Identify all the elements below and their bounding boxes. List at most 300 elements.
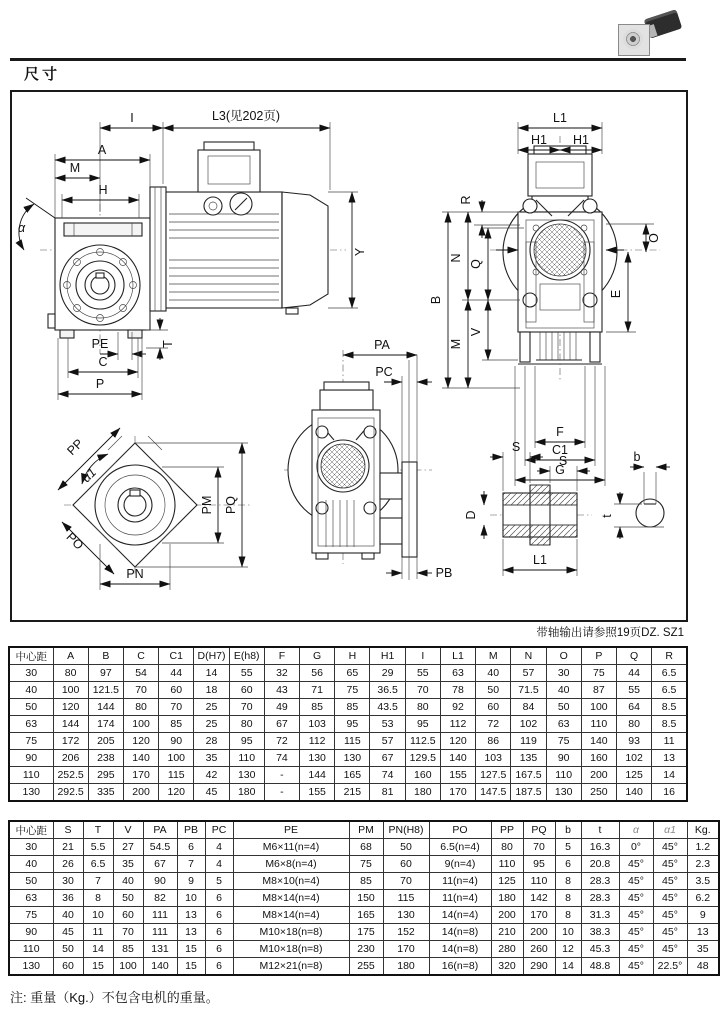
table-row xyxy=(9,699,687,716)
table-row xyxy=(9,856,719,873)
table-cell: 5 xyxy=(555,839,581,856)
table-cell: 60 xyxy=(159,682,194,699)
table-cell: - xyxy=(264,767,299,784)
dim-label-O: O xyxy=(647,233,661,243)
table-cell: 8 xyxy=(83,890,113,907)
dim-label-L1b: L1 xyxy=(533,553,547,567)
table-cell: 125 xyxy=(617,767,652,784)
column-header: H1 xyxy=(370,647,405,665)
table-cell: 6 xyxy=(205,890,233,907)
table-cell: 56 xyxy=(300,665,335,682)
table-cell: - xyxy=(264,784,299,802)
column-header: R xyxy=(652,647,687,665)
table-cell: 45° xyxy=(619,873,653,890)
table-cell: 45° xyxy=(653,856,687,873)
column-header: PB xyxy=(177,821,205,839)
table-cell: 4 xyxy=(205,839,233,856)
table-row xyxy=(9,958,719,976)
column-header: PM xyxy=(349,821,383,839)
table-cell: 21 xyxy=(53,839,83,856)
column-header: Kg. xyxy=(687,821,719,839)
table-cell: 6 xyxy=(205,941,233,958)
column-header: D(H7) xyxy=(194,647,229,665)
table-cell: 115 xyxy=(335,733,370,750)
table-cell: 48.8 xyxy=(581,958,619,976)
column-header: S xyxy=(53,821,83,839)
table-cell: 11(n=4) xyxy=(429,890,491,907)
table-cell: 40 xyxy=(113,873,143,890)
dim-label-A: A xyxy=(97,143,107,157)
table-cell: 55 xyxy=(405,665,440,682)
table-cell: 200 xyxy=(523,924,555,941)
dim-label-PA: PA xyxy=(374,338,390,352)
table-cell: 53 xyxy=(370,716,405,733)
table-cell: 13 xyxy=(177,907,205,924)
table-cell: 155 xyxy=(440,767,475,784)
table-cell: 144 xyxy=(300,767,335,784)
table-cell: 45° xyxy=(653,907,687,924)
table-cell: 120 xyxy=(440,733,475,750)
table-cell: 155 xyxy=(300,784,335,802)
table-cell: 35 xyxy=(687,941,719,958)
table-cell: 43.5 xyxy=(370,699,405,716)
column-header: PA xyxy=(143,821,177,839)
table-cell: 238 xyxy=(88,750,123,767)
dim-label-L1: L1 xyxy=(553,111,567,125)
table-cell: 28.3 xyxy=(581,890,619,907)
dim-label-PQ: PQ xyxy=(224,495,238,515)
column-header: F xyxy=(264,647,299,665)
table-cell: 130 xyxy=(9,958,53,976)
table-cell: 14 xyxy=(194,665,229,682)
table-cell: 45° xyxy=(619,941,653,958)
column-header: M xyxy=(476,647,511,665)
table-cell: 28 xyxy=(194,733,229,750)
dim-label-M: M xyxy=(69,161,81,175)
table-cell: 292.5 xyxy=(53,784,88,802)
table-cell: 64 xyxy=(617,699,652,716)
table-cell: 74 xyxy=(370,767,405,784)
table-cell: 100 xyxy=(159,750,194,767)
table-cell: 40 xyxy=(53,907,83,924)
table-cell: 30 xyxy=(9,839,53,856)
table-cell: 120 xyxy=(123,733,158,750)
table-cell: 147.5 xyxy=(476,784,511,802)
table-cell: 97 xyxy=(88,665,123,682)
table-cell: 252.5 xyxy=(53,767,88,784)
table-cell: 50 xyxy=(9,873,53,890)
dim-label-D: D xyxy=(464,510,478,520)
table-cell: 35 xyxy=(194,750,229,767)
table-cell: 5.5 xyxy=(83,839,113,856)
dim-label-E: E xyxy=(609,289,623,299)
table-cell: M6×8(n=4) xyxy=(233,856,349,873)
column-header: PE xyxy=(233,821,349,839)
table-cell: M10×18(n=8) xyxy=(233,941,349,958)
table-cell: 170 xyxy=(523,907,555,924)
view-hollow-shaft-section xyxy=(464,440,670,576)
table-cell: 115 xyxy=(383,890,429,907)
table-cell: 170 xyxy=(123,767,158,784)
dim-label-PM: PM xyxy=(200,495,214,515)
table-cell: 130 xyxy=(546,784,581,802)
table-cell: 57 xyxy=(511,665,546,682)
table-cell: 36 xyxy=(53,890,83,907)
table-cell: 15 xyxy=(177,958,205,976)
table-cell: 1.2 xyxy=(687,839,719,856)
column-header: E(h8) xyxy=(229,647,264,665)
dim-label-H: H xyxy=(98,183,108,197)
table-cell: 12 xyxy=(555,941,581,958)
dimension-drawing-panel xyxy=(10,90,688,622)
dim-label-H1-left: H1 xyxy=(531,133,547,147)
table-cell: 81 xyxy=(370,784,405,802)
table-cell: 43 xyxy=(264,682,299,699)
table-row xyxy=(9,767,687,784)
table-cell: 144 xyxy=(53,716,88,733)
dim-label-alpha: α xyxy=(18,221,26,235)
table-cell: 85 xyxy=(349,873,383,890)
table-cell: 70 xyxy=(159,699,194,716)
table-cell: 255 xyxy=(349,958,383,976)
table-cell: 200 xyxy=(581,767,616,784)
table-cell: 45° xyxy=(653,941,687,958)
table-cell: 82 xyxy=(143,890,177,907)
table-cell: 9 xyxy=(687,907,719,924)
dimensions-table-main xyxy=(8,646,688,802)
table-row xyxy=(9,784,687,802)
table-cell: 14(n=8) xyxy=(429,941,491,958)
table-cell: 11(n=4) xyxy=(429,873,491,890)
table-cell: 30 xyxy=(53,873,83,890)
table-cell: 80 xyxy=(617,716,652,733)
column-header: PP xyxy=(491,821,523,839)
table-cell: 125 xyxy=(491,873,523,890)
table-cell: 90 xyxy=(9,924,53,941)
table-cell: 95 xyxy=(229,733,264,750)
table-cell: 8.5 xyxy=(652,699,687,716)
table-cell: 28.3 xyxy=(581,873,619,890)
dim-label-L3: L3(见202页) xyxy=(211,109,281,123)
table-cell: 60 xyxy=(113,907,143,924)
table-row xyxy=(9,907,719,924)
dim-label-V: V xyxy=(469,327,483,337)
table-cell: 75 xyxy=(546,733,581,750)
table-cell: 6 xyxy=(177,839,205,856)
table-cell: 127.5 xyxy=(476,767,511,784)
table-cell: 10 xyxy=(177,890,205,907)
table-cell: 63 xyxy=(440,665,475,682)
table-cell: 129.5 xyxy=(405,750,440,767)
table-cell: 87 xyxy=(581,682,616,699)
table-cell: 130 xyxy=(229,767,264,784)
table-cell: 30 xyxy=(546,665,581,682)
table-cell: 6 xyxy=(205,958,233,976)
table-row xyxy=(9,733,687,750)
table-cell: 6.5 xyxy=(652,682,687,699)
table-row xyxy=(9,839,719,856)
table-cell: 80 xyxy=(53,665,88,682)
table-cell: 75 xyxy=(9,733,53,750)
table-cell: 11 xyxy=(83,924,113,941)
table-cell: 152 xyxy=(383,924,429,941)
table-cell: 45° xyxy=(653,890,687,907)
table-cell: 180 xyxy=(229,784,264,802)
table-cell: 85 xyxy=(159,716,194,733)
header-rule xyxy=(10,58,686,61)
gearbox-dimension-drawing xyxy=(12,92,682,616)
table-cell: 2.3 xyxy=(687,856,719,873)
table-cell: 50 xyxy=(546,699,581,716)
table-cell: M6×11(n=4) xyxy=(233,839,349,856)
table-cell: 50 xyxy=(476,682,511,699)
table-cell: 180 xyxy=(383,958,429,976)
dim-label-N: N xyxy=(449,253,463,263)
column-header: t xyxy=(581,821,619,839)
table-cell: 9(n=4) xyxy=(429,856,491,873)
table-cell: 6.5 xyxy=(652,665,687,682)
table-cell: 80 xyxy=(491,839,523,856)
table-cell: 75 xyxy=(335,682,370,699)
table-cell: 80 xyxy=(405,699,440,716)
table-cell: 68 xyxy=(349,839,383,856)
table-cell: 170 xyxy=(383,941,429,958)
table-row xyxy=(9,665,687,682)
table-cell: 130 xyxy=(335,750,370,767)
table-cell: 85 xyxy=(300,699,335,716)
table-cell: 6.5 xyxy=(83,856,113,873)
table-cell: 65 xyxy=(335,665,370,682)
table-cell: 110 xyxy=(581,716,616,733)
table-cell: 16(n=8) xyxy=(429,958,491,976)
table-cell: 160 xyxy=(405,767,440,784)
dim-label-P: P xyxy=(95,377,105,391)
dim-label-Q: Q xyxy=(469,259,483,269)
dim-label-R: R xyxy=(459,195,473,205)
table-cell: 167.5 xyxy=(511,767,546,784)
column-header: A xyxy=(53,647,88,665)
table-cell: M10×18(n=8) xyxy=(233,924,349,941)
table-cell: 110 xyxy=(546,767,581,784)
table-cell: 6 xyxy=(205,907,233,924)
table-cell: 75 xyxy=(581,665,616,682)
table-cell: 55 xyxy=(617,682,652,699)
table-cell: 120 xyxy=(53,699,88,716)
table-cell: 45° xyxy=(653,924,687,941)
column-header: α xyxy=(619,821,653,839)
table-cell: 110 xyxy=(523,873,555,890)
table-row xyxy=(9,750,687,767)
table-cell: 45° xyxy=(619,958,653,976)
table-cell: 45° xyxy=(653,839,687,856)
table-header-row xyxy=(9,821,719,839)
table-cell: 20.8 xyxy=(581,856,619,873)
dim-label-PC: PC xyxy=(375,365,393,379)
table-cell: 110 xyxy=(9,941,53,958)
dimensions-table-mounting xyxy=(8,820,720,976)
dim-label-B: B xyxy=(429,295,443,305)
table-cell: 86 xyxy=(476,733,511,750)
table-cell: 172 xyxy=(53,733,88,750)
table-cell: 60 xyxy=(476,699,511,716)
table-cell: 44 xyxy=(617,665,652,682)
table-cell: 165 xyxy=(335,767,370,784)
table-cell: 90 xyxy=(546,750,581,767)
table-cell: 42 xyxy=(194,767,229,784)
table-cell: 95 xyxy=(405,716,440,733)
table-cell: 48 xyxy=(687,958,719,976)
table-cell: 8 xyxy=(555,890,581,907)
table-cell: 67 xyxy=(370,750,405,767)
table-cell: 85 xyxy=(335,699,370,716)
table-cell: M8×14(n=4) xyxy=(233,907,349,924)
dim-label-alpha1: α1 xyxy=(79,465,100,486)
dim-label-M2: M xyxy=(449,338,463,350)
table-cell: 70 xyxy=(383,873,429,890)
dim-label-b: b xyxy=(633,450,641,464)
table-cell: 60 xyxy=(383,856,429,873)
dim-label-C1: C1 xyxy=(552,443,568,457)
table-cell: 45° xyxy=(619,856,653,873)
view-front-with-motor xyxy=(18,109,367,400)
column-header: PC xyxy=(205,821,233,839)
table-cell: 200 xyxy=(491,907,523,924)
table-cell: 110 xyxy=(9,767,53,784)
table-cell: 60 xyxy=(53,958,83,976)
table-cell: 63 xyxy=(9,890,53,907)
table-cell: M8×10(n=4) xyxy=(233,873,349,890)
table-cell: 10 xyxy=(83,907,113,924)
table-cell: 250 xyxy=(581,784,616,802)
table-cell: 140 xyxy=(617,784,652,802)
dim-label-F: F xyxy=(556,425,564,439)
view-rear-output-flange xyxy=(284,338,452,580)
table-cell: 84 xyxy=(511,699,546,716)
table-cell: 80 xyxy=(123,699,158,716)
table-cell: 60 xyxy=(229,682,264,699)
table-cell: 45 xyxy=(194,784,229,802)
column-header: PO xyxy=(429,821,491,839)
column-header: PN(H8) xyxy=(383,821,429,839)
table-cell: 72 xyxy=(476,716,511,733)
table-cell: 70 xyxy=(405,682,440,699)
column-header: α1 xyxy=(653,821,687,839)
weight-footnote: 注: 重量（Kg.）不包含电机的重量。 xyxy=(10,990,219,1005)
table-cell: 320 xyxy=(491,958,523,976)
table-cell: 200 xyxy=(123,784,158,802)
table-cell: 57 xyxy=(370,733,405,750)
table-row xyxy=(9,924,719,941)
table-cell: 25 xyxy=(194,699,229,716)
table-cell: 160 xyxy=(581,750,616,767)
table-cell: 95 xyxy=(335,716,370,733)
table-cell: 295 xyxy=(88,767,123,784)
table-cell: 6.2 xyxy=(687,890,719,907)
table-cell: 102 xyxy=(511,716,546,733)
table-cell: 112 xyxy=(300,733,335,750)
dim-label-G: G xyxy=(555,463,565,477)
table-cell: 260 xyxy=(523,941,555,958)
table-cell: 32 xyxy=(264,665,299,682)
table-cell: 5 xyxy=(205,873,233,890)
table-cell: 11 xyxy=(652,733,687,750)
table-cell: 110 xyxy=(491,856,523,873)
table-cell: 130 xyxy=(9,784,53,802)
table-cell: 112.5 xyxy=(405,733,440,750)
table-row xyxy=(9,941,719,958)
table-cell: 142 xyxy=(523,890,555,907)
table-cell: 70 xyxy=(523,839,555,856)
table-cell: 54.5 xyxy=(143,839,177,856)
table-cell: 6 xyxy=(555,856,581,873)
table-cell: 206 xyxy=(53,750,88,767)
table-cell: 71.5 xyxy=(511,682,546,699)
table-cell: 3.5 xyxy=(687,873,719,890)
table-cell: 55 xyxy=(229,665,264,682)
table-cell: 180 xyxy=(491,890,523,907)
table-cell: 205 xyxy=(88,733,123,750)
table-cell: 90 xyxy=(159,733,194,750)
table-cell: 93 xyxy=(617,733,652,750)
table-row xyxy=(9,890,719,907)
table-cell: 27 xyxy=(113,839,143,856)
table-cell: 90 xyxy=(9,750,53,767)
table-cell: 38.3 xyxy=(581,924,619,941)
table-cell: 75 xyxy=(349,856,383,873)
table-cell: 14(n=8) xyxy=(429,924,491,941)
table-cell: 40 xyxy=(9,682,53,699)
table-cell: 26 xyxy=(53,856,83,873)
table-cell: 110 xyxy=(229,750,264,767)
table-cell: 335 xyxy=(88,784,123,802)
table-cell: 174 xyxy=(88,716,123,733)
table-cell: 100 xyxy=(113,958,143,976)
table-cell: 4 xyxy=(205,856,233,873)
table-cell: 13 xyxy=(687,924,719,941)
table-cell: 13 xyxy=(177,924,205,941)
table-cell: 63 xyxy=(546,716,581,733)
column-header: T xyxy=(83,821,113,839)
table-cell: 50 xyxy=(113,890,143,907)
dim-label-H1-right: H1 xyxy=(573,133,589,147)
table-cell: 0° xyxy=(619,839,653,856)
dim-label-I: I xyxy=(130,111,134,125)
table-cell: 8 xyxy=(555,907,581,924)
table-cell: 29 xyxy=(370,665,405,682)
dim-label-Y: Y xyxy=(353,247,367,257)
table-cell: 36.5 xyxy=(370,682,405,699)
table-cell: 44 xyxy=(159,665,194,682)
table-cell: 8 xyxy=(555,873,581,890)
table-cell: 92 xyxy=(440,699,475,716)
table-cell: 80 xyxy=(229,716,264,733)
table-cell: 22.5° xyxy=(653,958,687,976)
dim-label-PO: PO xyxy=(63,529,87,553)
column-header: Q xyxy=(617,647,652,665)
table-cell: 14 xyxy=(652,767,687,784)
dim-label-C: C xyxy=(98,355,108,369)
column-header: I xyxy=(405,647,440,665)
table-cell: 74 xyxy=(264,750,299,767)
table-cell: 15 xyxy=(83,958,113,976)
table-cell: 187.5 xyxy=(511,784,546,802)
table-cell: 130 xyxy=(300,750,335,767)
table-cell: 180 xyxy=(405,784,440,802)
table-cell: 16.3 xyxy=(581,839,619,856)
table-row xyxy=(9,716,687,733)
table-cell: 100 xyxy=(53,682,88,699)
column-header: H xyxy=(335,647,370,665)
